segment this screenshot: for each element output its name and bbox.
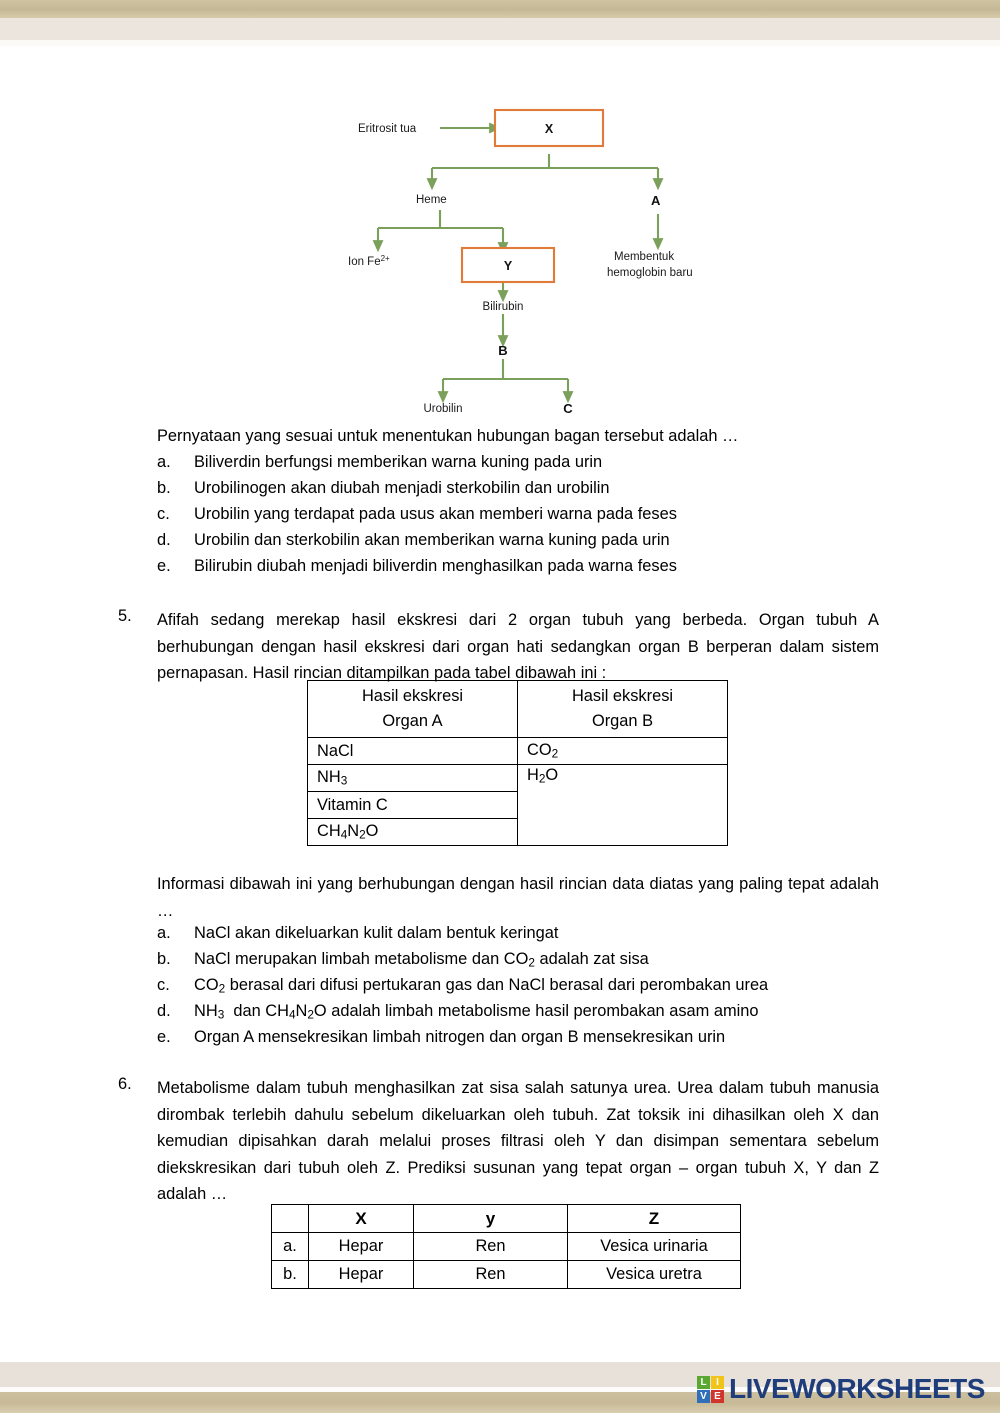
option-text: $CO_2$ berasal dari difusi pertukaran gas dan NaCl berasal dari perombakan urea [194, 976, 769, 996]
bilirubin-metabolism-flowchart [340, 106, 710, 426]
diagram-label-ion-fe: Ion $Fe^{2+}$ [348, 254, 390, 268]
question5-option-b[interactable] [157, 950, 649, 970]
table-header-row [308, 681, 728, 738]
logo-icon [697, 1376, 724, 1403]
diagram-label-c: C [563, 401, 573, 416]
cell-x: Hepar [309, 1261, 414, 1289]
option-text: Bilirubin diubah menjadi biliverdin menghasilkan pada warna feses [194, 557, 677, 575]
diagram-label-membentuk-1: Membentuk [614, 251, 675, 263]
cell-organ-b-1: $CO_2$ [518, 738, 728, 765]
logo-wordmark: LIVEWORKSHEETS [729, 1373, 985, 1404]
cell-z: Vesica urinaria [568, 1233, 741, 1261]
logo-letter-i: I [711, 1376, 724, 1389]
cell-organ-b-2: $H_2O$ [518, 765, 728, 846]
question5-body: Afifah sedang merekap hasil ekskresi dari 2 organ tubuh yang berbeda. Organ tubuh A berhubungan dengan hasil ekskresi dari organ hati sedangkan organ B berperan dalam sistem pernapasan. Hasil rincian ditampilkan pada tabel dibawah ini : [157, 611, 879, 682]
option-text: Organ A mensekresikan limbah nitrogen dan organ B mensekresikan urin [194, 1028, 726, 1046]
diagram-label-eritrosit: Eritrosit tua [358, 123, 417, 135]
page-top-tan-band [0, 0, 1000, 18]
header-organ-a [308, 681, 518, 738]
cell-organ-a-3: Vitamin C [308, 792, 518, 819]
table-row [308, 738, 728, 765]
cell-x: Hepar [309, 1233, 414, 1261]
question5-number: 5. [118, 607, 132, 625]
option-key: b. [157, 950, 171, 968]
option-key: a. [157, 453, 171, 471]
table-row[interactable] [272, 1261, 741, 1289]
cell-z: Vesica uretra [568, 1261, 741, 1289]
question5-table [307, 680, 728, 846]
diagram-label-heme: Heme [416, 194, 447, 206]
header-line1: Hasil ekskresi [571, 687, 674, 705]
question6-table [271, 1204, 741, 1289]
cell-y: Ren [414, 1261, 568, 1289]
option-text: NaCl merupakan limbah metabolisme dan $CO_2$ adalah zat sisa [194, 950, 649, 970]
option-text: Urobilinogen akan diubah menjadi sterkobilin dan urobilin [194, 479, 610, 497]
question5-option-c[interactable] [157, 976, 768, 996]
option-key: b. [157, 479, 171, 497]
logo-letter-v: V [697, 1390, 710, 1403]
logo-letter-l: L [697, 1376, 710, 1389]
diagram-label-bilirubin: Bilirubin [482, 301, 524, 313]
option-text: NaCl akan dikeluarkan kulit dalam bentuk keringat [194, 924, 559, 942]
liveworksheets-logo[interactable] [697, 1374, 985, 1404]
question4-option-d[interactable] [157, 531, 670, 550]
option-text: Urobilin dan sterkobilin akan memberikan warna kuning pada urin [194, 531, 670, 549]
header-z: Z [568, 1205, 741, 1233]
header-y: y [414, 1205, 568, 1233]
option-key: e. [157, 1028, 171, 1046]
option-text: Biliverdin berfungsi memberikan warna kuning pada urin [194, 453, 603, 471]
diagram-label-a: A [651, 193, 661, 208]
row-key: a. [272, 1233, 309, 1261]
diagram-label-x: X [544, 122, 554, 136]
option-key: d. [157, 531, 171, 549]
question5-option-d[interactable] [157, 1002, 759, 1022]
question4-option-b[interactable] [157, 479, 610, 498]
question5-option-a[interactable] [157, 924, 558, 943]
question5-lead: Informasi dibawah ini yang berhubungan dengan hasil rincian data diatas yang paling tepat adalah … [157, 875, 879, 920]
option-key: e. [157, 557, 171, 575]
worksheet-page [0, 46, 1000, 1362]
cell-y: Ren [414, 1233, 568, 1261]
row-key: b. [272, 1261, 309, 1289]
option-key: a. [157, 924, 171, 942]
header-x: X [309, 1205, 414, 1233]
table-row[interactable] [272, 1233, 741, 1261]
option-key: d. [157, 1002, 171, 1020]
header-line1: Hasil ekskresi [361, 687, 464, 705]
option-text: Urobilin yang terdapat pada usus akan memberi warna pada feses [194, 505, 677, 523]
question4-lead: Pernyataan yang sesuai untuk menentukan hubungan bagan tersebut adalah … [157, 427, 739, 445]
option-text: $NH_3$ dan $CH_4N_2O$ adalah limbah metabolisme hasil perombakan asam amino [194, 1002, 759, 1022]
header-blank [272, 1205, 309, 1233]
diagram-label-membentuk-2: hemoglobin baru [607, 267, 693, 279]
diagram-label-y: Y [503, 259, 513, 273]
question6-number: 6. [118, 1075, 132, 1093]
header-line2: Organ B [591, 712, 654, 730]
logo-letter-e: E [711, 1390, 724, 1403]
question4-option-e[interactable] [157, 557, 677, 576]
cell-organ-a-4: $CH_4N_2O$ [308, 819, 518, 846]
option-key: c. [157, 976, 170, 994]
diagram-label-b: B [498, 343, 508, 358]
header-organ-b [518, 681, 728, 738]
table-header-row [272, 1205, 741, 1233]
header-line2: Organ A [382, 712, 443, 730]
table-row [308, 765, 728, 792]
option-key: c. [157, 505, 170, 523]
question4-option-c[interactable] [157, 505, 677, 524]
question6-body: Metabolisme dalam tubuh menghasilkan zat sisa salah satunya urea. Urea dalam tubuh manusia dirombak terlebih dahulu sebelum dikeluarkan oleh tubuh. Zat toksik ini dihasilkan oleh X dan kemudian dipisahkan darah melalui proses filtrasi oleh Y dan disimpan sementara sebelum diekskresikan dari tubuh oleh Z. Prediksi susunan yang tepat organ – organ tubuh X, Y dan Z adalah … [157, 1079, 879, 1203]
cell-organ-a-1: NaCl [308, 738, 518, 765]
page-top-beige-band [0, 18, 1000, 40]
diagram-label-urobilin: Urobilin [423, 403, 463, 415]
cell-organ-a-2: $NH_3$ [308, 765, 518, 792]
question5-option-e[interactable] [157, 1028, 725, 1047]
question4-option-a[interactable] [157, 453, 602, 472]
